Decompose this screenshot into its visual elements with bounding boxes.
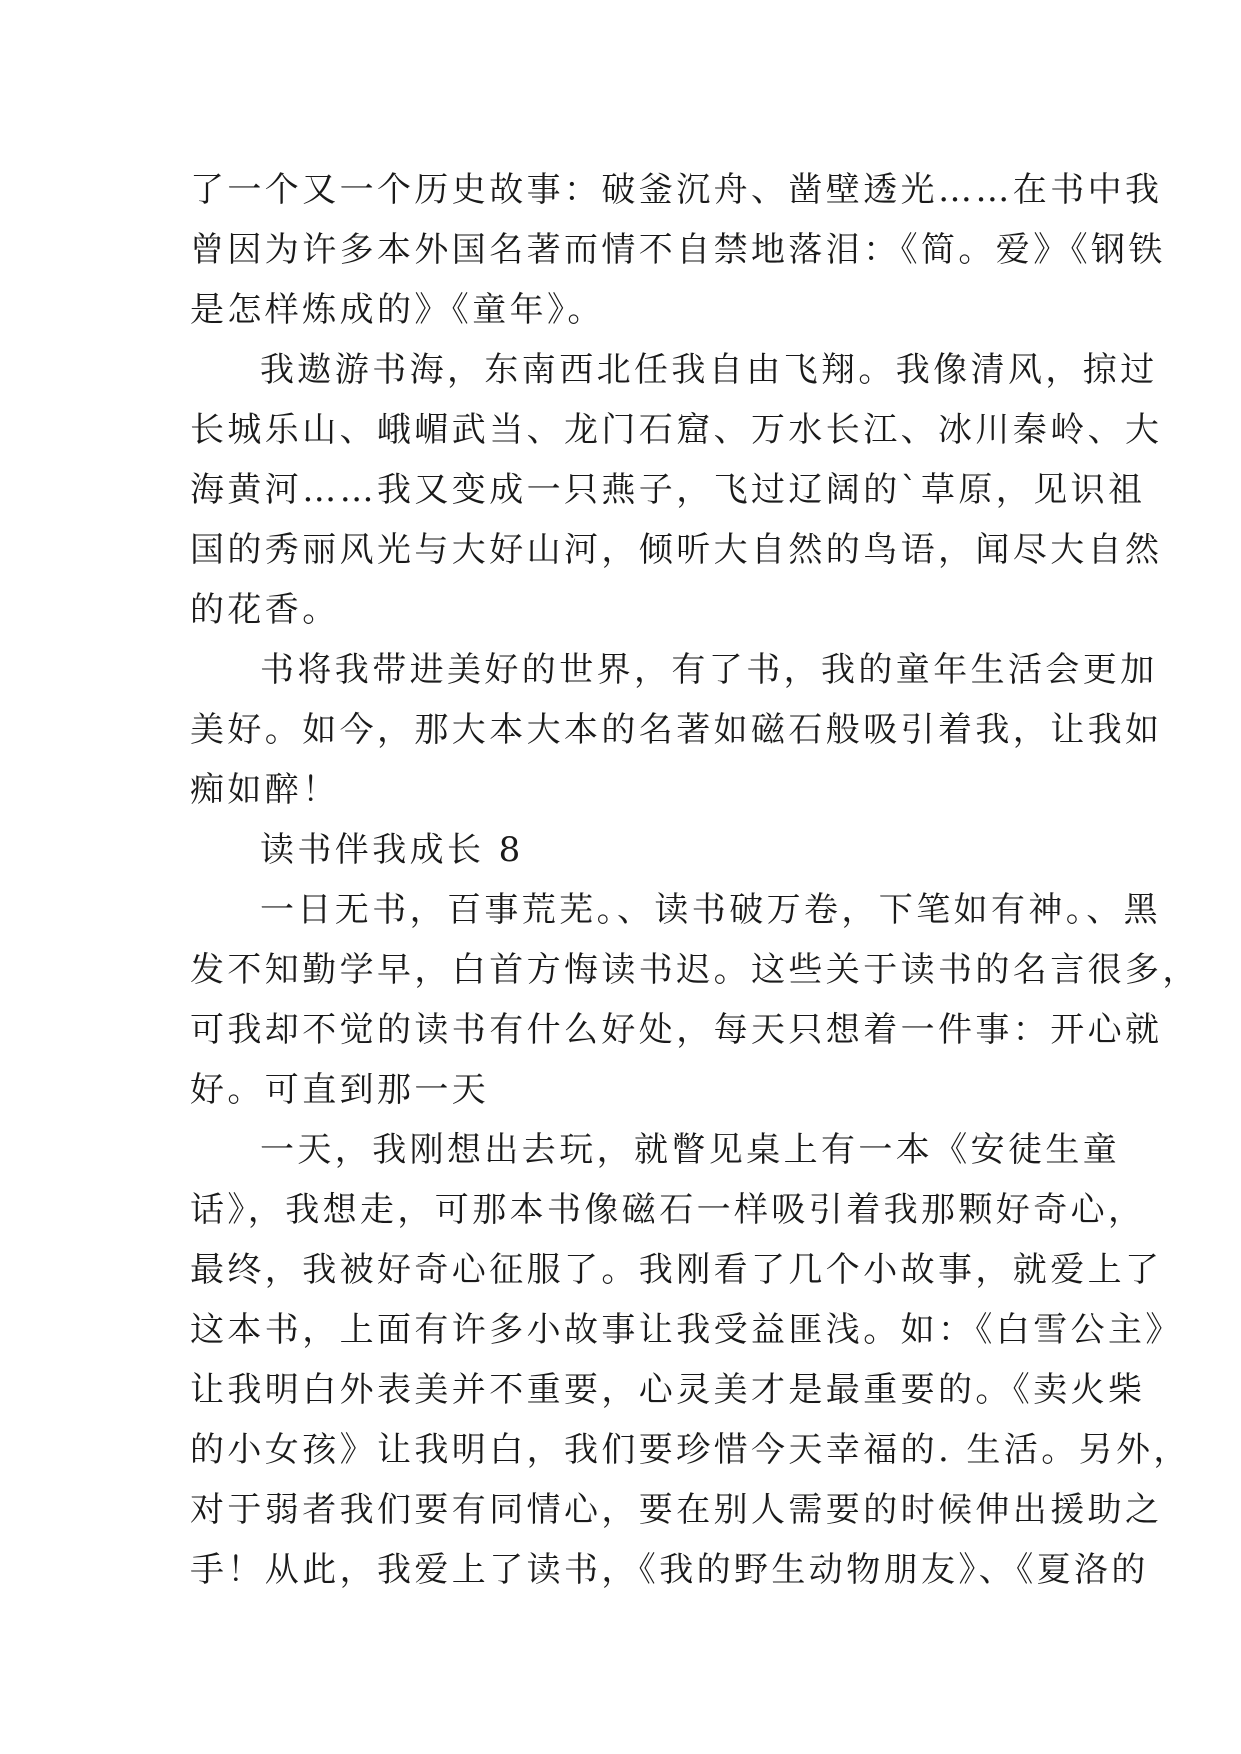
section-heading: 读书伴我成长 8 <box>260 830 524 870</box>
text-line: 痴如醉！ <box>190 770 340 810</box>
text-line: 话》，我想走，可那本书像磁石一样吸引着我那颗好奇心， <box>190 1190 1146 1230</box>
text-line: 让我明白外表美并不重要，心灵美才是最重要的。《卖火柴 <box>190 1370 1146 1410</box>
text-line: 可我却不觉的读书有什么好处，每天只想着一件事：开心就 <box>190 1010 1163 1050</box>
text-line: 曾因为许多本外国名著而情不自禁地落泪：《简。爱》《钢铁 <box>190 230 1166 270</box>
text-line: 的小女孩》让我明白，我们要珍惜今天幸福的. 生活。另外， <box>190 1430 1191 1470</box>
text-line: 长城乐山、峨嵋武当、龙门石窟、万水长江、冰川秦岭、大 <box>190 410 1163 450</box>
paragraph-first-line: 书将我带进美好的世界，有了书，我的童年生活会更加 <box>260 650 1158 690</box>
paragraph-first-line: 一天，我刚想出去玩，就瞥见桌上有一本《安徒生童 <box>260 1130 1121 1170</box>
text-line: 发不知勤学早，白首方悔读书迟。这些关于读书的名言很多， <box>190 950 1200 990</box>
text-line: 海黄河……我又变成一只燕子，飞过辽阔的`草原，见识祖 <box>190 470 1146 510</box>
text-line: 是怎样炼成的》《童年》。 <box>190 290 605 330</box>
text-line: 的花香。 <box>190 590 340 630</box>
text-line: 国的秀丽风光与大好山河，倾听大自然的鸟语，闻尽大自然 <box>190 530 1163 570</box>
text-line: 最终，我被好奇心征服了。我刚看了几个小故事，就爱上了 <box>190 1250 1163 1290</box>
text-line: 这本书，上面有许多小故事让我受益匪浅。如：《白雪公主》 <box>190 1310 1183 1350</box>
text-line: 好。可直到那一天 <box>190 1070 490 1110</box>
paragraph-first-line: 一日无书，百事荒芜。、读书破万卷，下笔如有神。、黑 <box>260 890 1161 930</box>
paragraph-first-line: 我遨游书海，东南西北任我自由飞翔。我像清风，掠过 <box>260 350 1158 390</box>
document-page <box>190 160 1200 1600</box>
text-line: 对于弱者我们要有同情心，要在别人需要的时候伸出援助之 <box>190 1490 1163 1530</box>
text-line: 美好。如今，那大本大本的名著如磁石般吸引着我，让我如 <box>190 710 1163 750</box>
text-line: 手！从此，我爱上了读书，《我的野生动物朋友》、《夏洛的 <box>190 1550 1149 1590</box>
text-line: 了一个又一个历史故事：破釜沉舟、凿壁透光……在书中我 <box>190 170 1163 210</box>
